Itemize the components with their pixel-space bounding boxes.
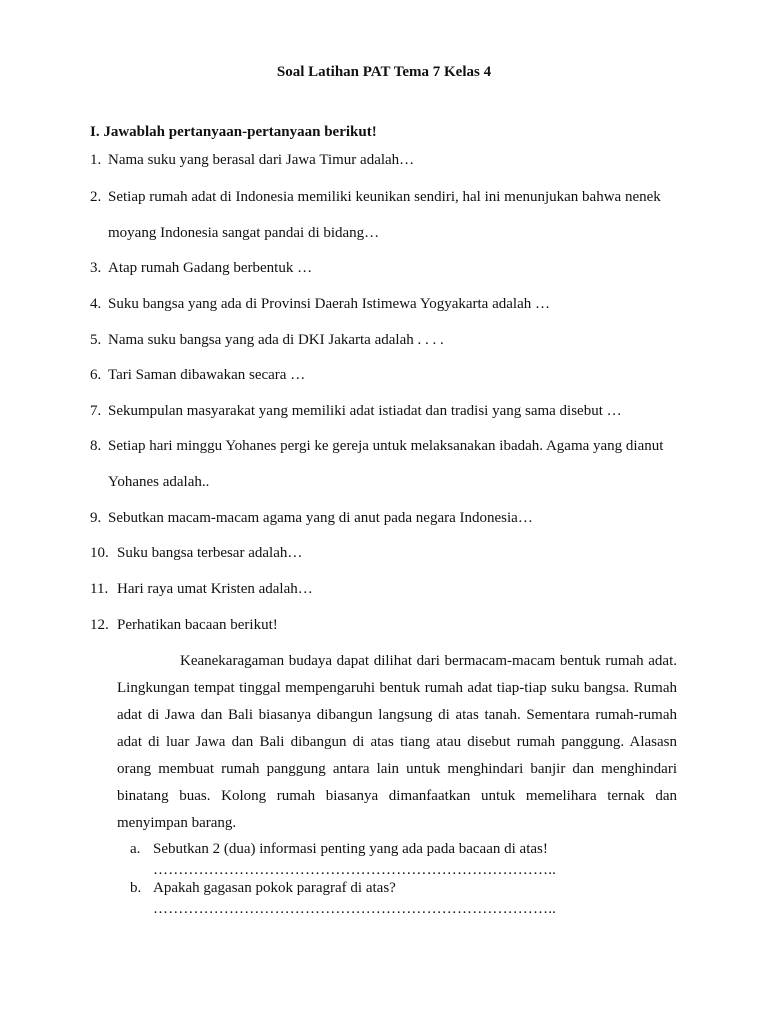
question-3	[90, 260, 312, 277]
question-text: Hari raya umat Kristen adalah…	[117, 581, 313, 597]
question-text: Sebutkan macam-macam agama yang di anut pada negara Indonesia…	[108, 510, 533, 526]
question-text: Setiap rumah adat di Indonesia memiliki keunikan sendiri, hal ini menunjukan bahwa nenek	[108, 189, 661, 205]
question-number: 2.	[90, 189, 102, 205]
question-text: Suku bangsa terbesar adalah…	[117, 545, 303, 561]
question-number: 12.	[90, 617, 109, 633]
section-heading: I. Jawablah pertanyaan-pertanyaan berikut!	[90, 124, 377, 140]
question-text: Nama suku bangsa yang ada di DKI Jakarta adalah . . . .	[108, 332, 444, 348]
answer-line-a: ……………………………………………………………………..	[153, 862, 557, 878]
question-10	[90, 545, 302, 562]
question-text: Suku bangsa yang ada di Provinsi Daerah Istimewa Yogyakarta adalah …	[108, 296, 550, 312]
question-text: Sekumpulan masyarakat yang memiliki adat istiadat dan tradisi yang sama disebut …	[108, 403, 622, 419]
page-title: Soal Latihan PAT Tema 7 Kelas 4	[276, 64, 492, 80]
question-number: 11.	[90, 581, 109, 597]
question-number: 7.	[90, 403, 102, 419]
question-9	[90, 510, 533, 527]
question-8	[90, 438, 663, 455]
question-number: 3.	[90, 260, 102, 276]
reading-passage: Keanekaragaman budaya dapat dilihat dari bermacam-macam bentuk rumah adat. Lingkungan tempat tinggal mempengaruhi bentuk rumah adat tiap-tiap suku bangsa. Rumah adat di Jawa dan Bali biasanya dibangun langsung di atas tanah. Sementara rumah-rumah adat di luar Jawa dan Bali dibangun di atas tiang atau disebut rumah panggung. Alasasn orang membuat rumah panggung antara lain untuk menghindari banjir dan menghindari binatang buas. Kolong rumah biasanya dimanfaatkan untuk memelihara ternak dan menyimpan barang.	[117, 653, 677, 831]
question-4	[90, 296, 550, 313]
question-number: 1.	[90, 152, 102, 168]
sub-question-letter: b.	[130, 880, 142, 896]
sub-question-text: Sebutkan 2 (dua) informasi penting yang ada pada bacaan di atas!	[153, 841, 548, 857]
question-number: 8.	[90, 438, 102, 454]
question-number: 10.	[90, 545, 109, 561]
question-2	[90, 189, 661, 206]
question-11	[90, 581, 313, 598]
sub-question-a	[130, 841, 548, 858]
question-number: 6.	[90, 367, 102, 383]
question-12	[90, 617, 278, 634]
question-number: 9.	[90, 510, 102, 526]
sub-question-letter: a.	[130, 841, 141, 857]
question-number: 4.	[90, 296, 102, 312]
question-5	[90, 332, 444, 349]
question-2-continuation: moyang Indonesia sangat pandai di bidang…	[108, 225, 380, 241]
question-text: Tari Saman dibawakan secara …	[108, 367, 306, 383]
question-6	[90, 367, 305, 384]
question-text: Atap rumah Gadang berbentuk …	[108, 260, 313, 276]
question-number: 5.	[90, 332, 102, 348]
sub-question-b	[130, 880, 396, 897]
question-1	[90, 152, 414, 169]
question-7	[90, 403, 622, 420]
question-8-continuation: Yohanes adalah..	[108, 474, 210, 490]
sub-question-text: Apakah gagasan pokok paragraf di atas?	[153, 880, 396, 896]
question-text: Perhatikan bacaan berikut!	[117, 617, 278, 633]
question-text: Setiap hari minggu Yohanes pergi ke gereja untuk melaksanakan ibadah. Agama yang dianut	[108, 438, 664, 454]
question-text: Nama suku yang berasal dari Jawa Timur adalah…	[108, 152, 415, 168]
answer-line-b: ……………………………………………………………………..	[153, 901, 557, 917]
